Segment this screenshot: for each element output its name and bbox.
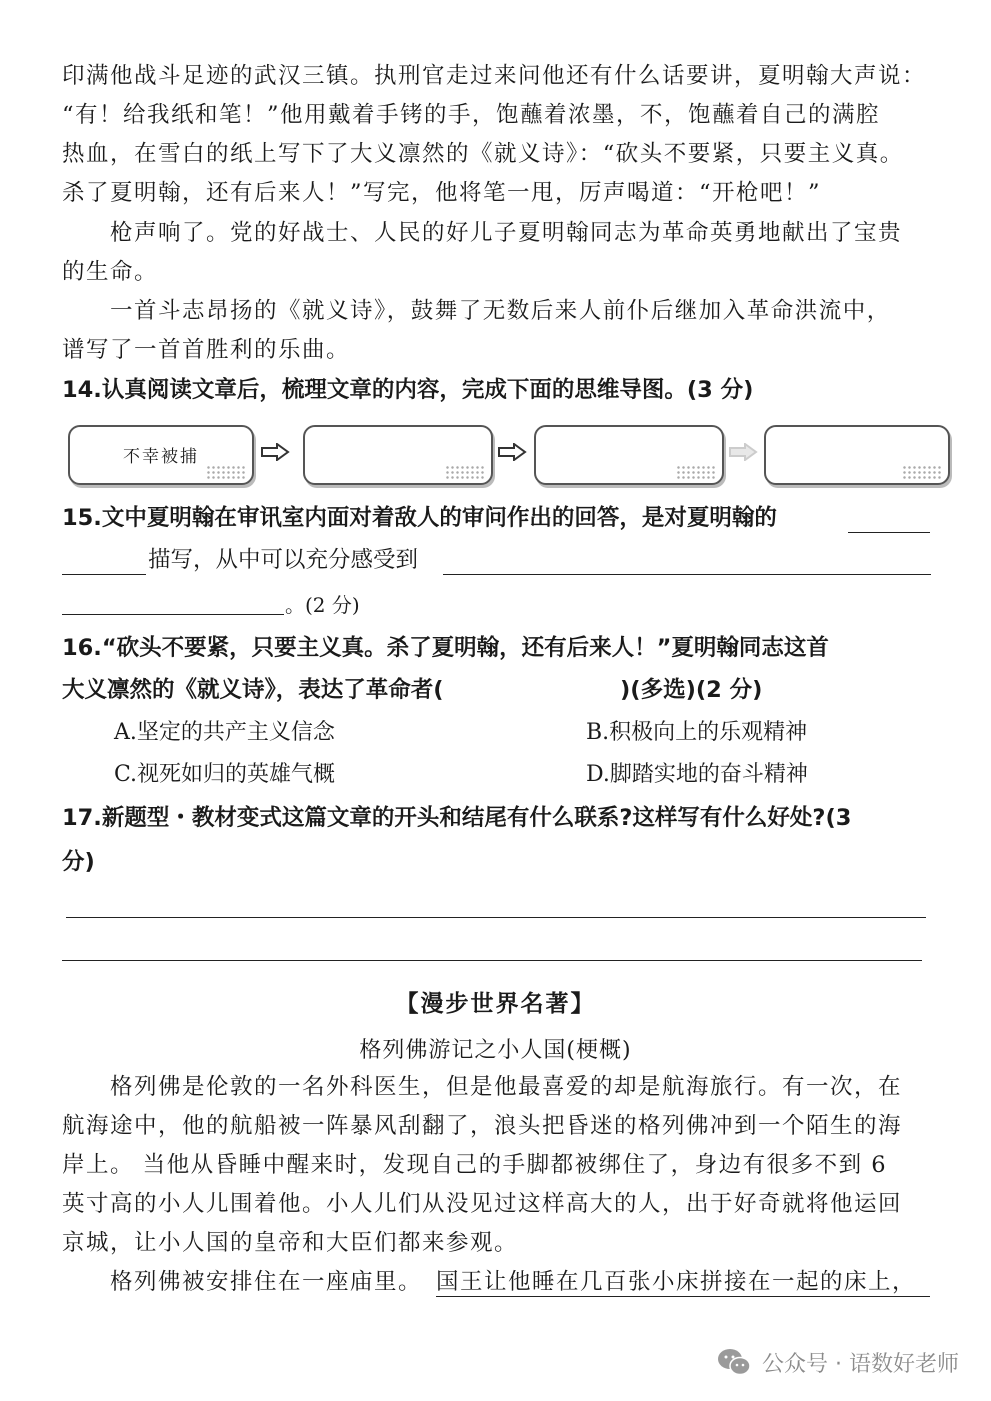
arrow-right-icon xyxy=(260,443,290,461)
answer-blank[interactable] xyxy=(848,532,930,533)
question-16-cont: 大义凛然的《就义诗》，表达了革命者( xyxy=(62,677,444,703)
answer-line[interactable] xyxy=(62,960,922,961)
passage-line: 热血，在雪白的纸上写下了大义凛然的《就义诗》：“砍头不要紧，只要主义真。 xyxy=(62,141,904,167)
passage-line: 格列佛是伦敦的一名外科医生，但是他最喜爱的却是航海旅行。有一次，在 xyxy=(110,1074,903,1100)
mindmap-box-1 xyxy=(68,425,254,485)
question-16: 16.“砍头不要紧，只要主义真。杀了夏明翰，还有后来人！”夏明翰同志这首 xyxy=(62,635,829,661)
question-16-score: )(多选)(2 分) xyxy=(620,677,763,703)
passage-line: 航海途中，他的航船被一阵暴风刮翻了，浪头把昏迷的格列佛冲到一个陌生的海 xyxy=(62,1113,903,1139)
answer-line[interactable] xyxy=(66,917,926,918)
underline-mark xyxy=(436,1296,930,1297)
section-title: 【漫步世界名著】 xyxy=(395,991,596,1017)
passage-line: 枪声响了。党的好战士、人民的好儿子夏明翰同志为革命英勇地献出了宝贵 xyxy=(110,220,903,246)
underlined-sentence: 国王让他睡在几百张小床拼接在一起的床上， xyxy=(436,1269,917,1295)
passage-line: “有！给我纸和笔！”他用戴着手铐的手，饱蘸着浓墨，不，饱蘸着自己的满腔 xyxy=(62,102,881,128)
mindmap-label: 不幸被捕 xyxy=(123,447,199,467)
question-15-cont: 描写，从中可以充分感受到 xyxy=(148,547,419,573)
option-c[interactable]: C.视死如归的英雄气概 xyxy=(114,762,336,787)
section-subtitle: 格列佛游记之小人国(梗概) xyxy=(359,1038,632,1063)
watermark-text: 公众号 · 语数好老师 xyxy=(762,1351,959,1377)
watermark xyxy=(716,1344,959,1380)
mindmap-box-2[interactable] xyxy=(303,425,493,485)
passage-line: 谱写了一首首胜利的乐曲。 xyxy=(62,337,351,363)
answer-blank[interactable] xyxy=(62,614,284,615)
passage-line: 京城，让小人国的皇帝和大臣们都来参观。 xyxy=(62,1230,519,1256)
question-14: 14.认真阅读文章后，梳理文章的内容，完成下面的思维导图。(3 分) xyxy=(62,377,754,403)
answer-blank[interactable] xyxy=(443,574,931,575)
passage-line: 格列佛被安排住在一座庙里。 xyxy=(110,1269,423,1295)
question-15: 15.文中夏明翰在审讯室内面对着敌人的审问作出的回答，是对夏明翰的 xyxy=(62,505,777,531)
passage-line: 岸上。 当他从昏睡中醒来时，发现自己的手脚都被绑住了，身边有很多不到 6 xyxy=(62,1152,888,1178)
wechat-icon xyxy=(716,1347,752,1377)
arrow-right-icon xyxy=(728,443,758,461)
passage-line: 杀了夏明翰，还有后来人！”写完，他将笔一甩，厉声喝道：“开枪吧！” xyxy=(62,180,822,206)
passage-line: 的生命。 xyxy=(62,259,159,285)
question-17: 17.新题型・教材变式这篇文章的开头和结尾有什么联系?这样写有什么好处?(3 xyxy=(62,805,852,831)
passage-line: 英寸高的小人儿围着他。小人儿们从没见过这样高大的人，出于好奇就将他运回 xyxy=(62,1191,903,1217)
arrow-right-icon xyxy=(497,443,527,461)
question-15-score: 。(2 分) xyxy=(285,593,360,617)
answer-blank[interactable] xyxy=(62,574,146,575)
passage-line: 一首斗志昂扬的《就义诗》，鼓舞了无数后来人前仆后继加入革命洪流中， xyxy=(110,298,891,324)
option-d[interactable]: D.脚踏实地的奋斗精神 xyxy=(586,762,808,787)
option-b[interactable]: B.积极向上的乐观精神 xyxy=(586,720,808,745)
passage-line: 印满他战斗足迹的武汉三镇。执刑官走过来问他还有什么话要讲，夏明翰大声说： xyxy=(62,63,927,89)
question-17-cont: 分) xyxy=(62,849,95,875)
mindmap-box-4[interactable] xyxy=(764,425,950,485)
mindmap-box-3[interactable] xyxy=(534,425,724,485)
option-a[interactable]: A.坚定的共产主义信念 xyxy=(114,720,335,745)
